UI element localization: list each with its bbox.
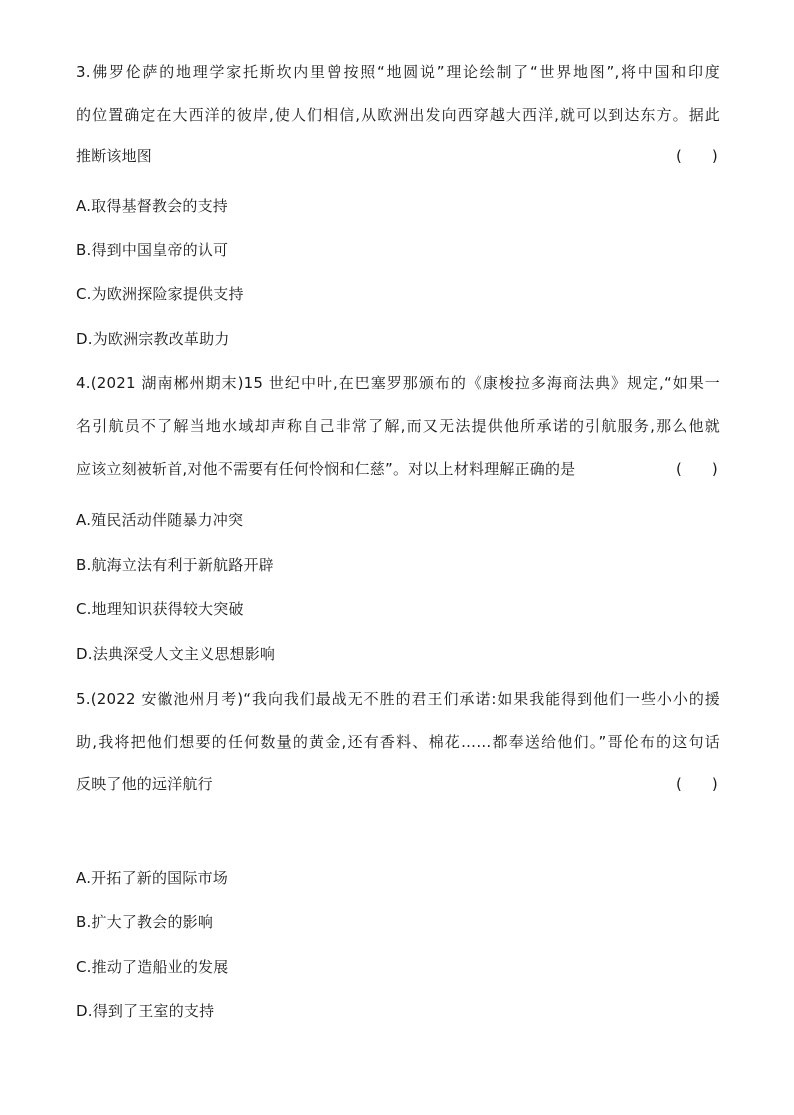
- question-3-answer-blank: ( ): [676, 147, 718, 165]
- question-3-line-3-row: [76, 145, 720, 167]
- question-5-line-3-row: [76, 773, 720, 795]
- question-3-option-d: D.为欧洲宗教改革助力: [76, 330, 230, 348]
- question-3-line-2: 的位置确定在大西洋的彼岸,使人们相信,从欧洲出发向西穿越大西洋,就可以到达东方。据此: [76, 106, 720, 124]
- question-5-option-a: A.开拓了新的国际市场: [76, 869, 228, 887]
- question-3-option-a: A.取得基督教会的支持: [76, 197, 228, 215]
- question-5-line-2: 助,我将把他们想要的任何数量的黄金,还有香料、棉花……都奉送给他们。”哥伦布的这句话: [76, 733, 720, 751]
- question-4-answer-blank: ( ): [676, 460, 718, 478]
- question-4-line-3-row: [76, 458, 720, 480]
- question-5-option-c: C.推动了造船业的发展: [76, 958, 229, 976]
- question-4-option-d: D.法典深受人文主义思想影响: [76, 645, 276, 663]
- question-5-answer-blank: ( ): [676, 775, 718, 793]
- question-5-option-b: B.扩大了教会的影响: [76, 913, 214, 931]
- question-5-line-1: 5.(2022 安徽池州月考)“我向我们最战无不胜的君王们承诺:如果我能得到他们一些小小的援: [76, 690, 720, 708]
- question-4-line-1: 4.(2021 湖南郴州期末)15 世纪中叶,在巴塞罗那颁布的《康梭拉多海商法典》规定,“如果一: [76, 374, 720, 392]
- question-4-option-b: B.航海立法有利于新航路开辟: [76, 556, 274, 574]
- question-4-line-3: 应该立刻被斩首,对他不需要有任何怜悯和仁慈”。对以上材料理解正确的是: [76, 460, 576, 478]
- question-4-option-c: C.地理知识获得较大突破: [76, 600, 244, 618]
- question-3-line-3: 推断该地图: [76, 147, 153, 165]
- question-4-line-2: 名引航员不了解当地水域却声称自己非常了解,而又无法提供他所承诺的引航服务,那么他就: [76, 417, 720, 435]
- question-3-option-b: B.得到中国皇帝的认可: [76, 241, 229, 259]
- question-5-option-d: D.得到了王室的支持: [76, 1002, 215, 1020]
- question-3-line-1: 3.佛罗伦萨的地理学家托斯坎内里曾按照“地圆说”理论绘制了“世界地图”,将中国和印度: [76, 63, 720, 81]
- question-3-option-c: C.为欧洲探险家提供支持: [76, 285, 244, 303]
- question-5-line-3: 反映了他的远洋航行: [76, 775, 213, 793]
- question-4-option-a: A.殖民活动伴随暴力冲突: [76, 511, 244, 529]
